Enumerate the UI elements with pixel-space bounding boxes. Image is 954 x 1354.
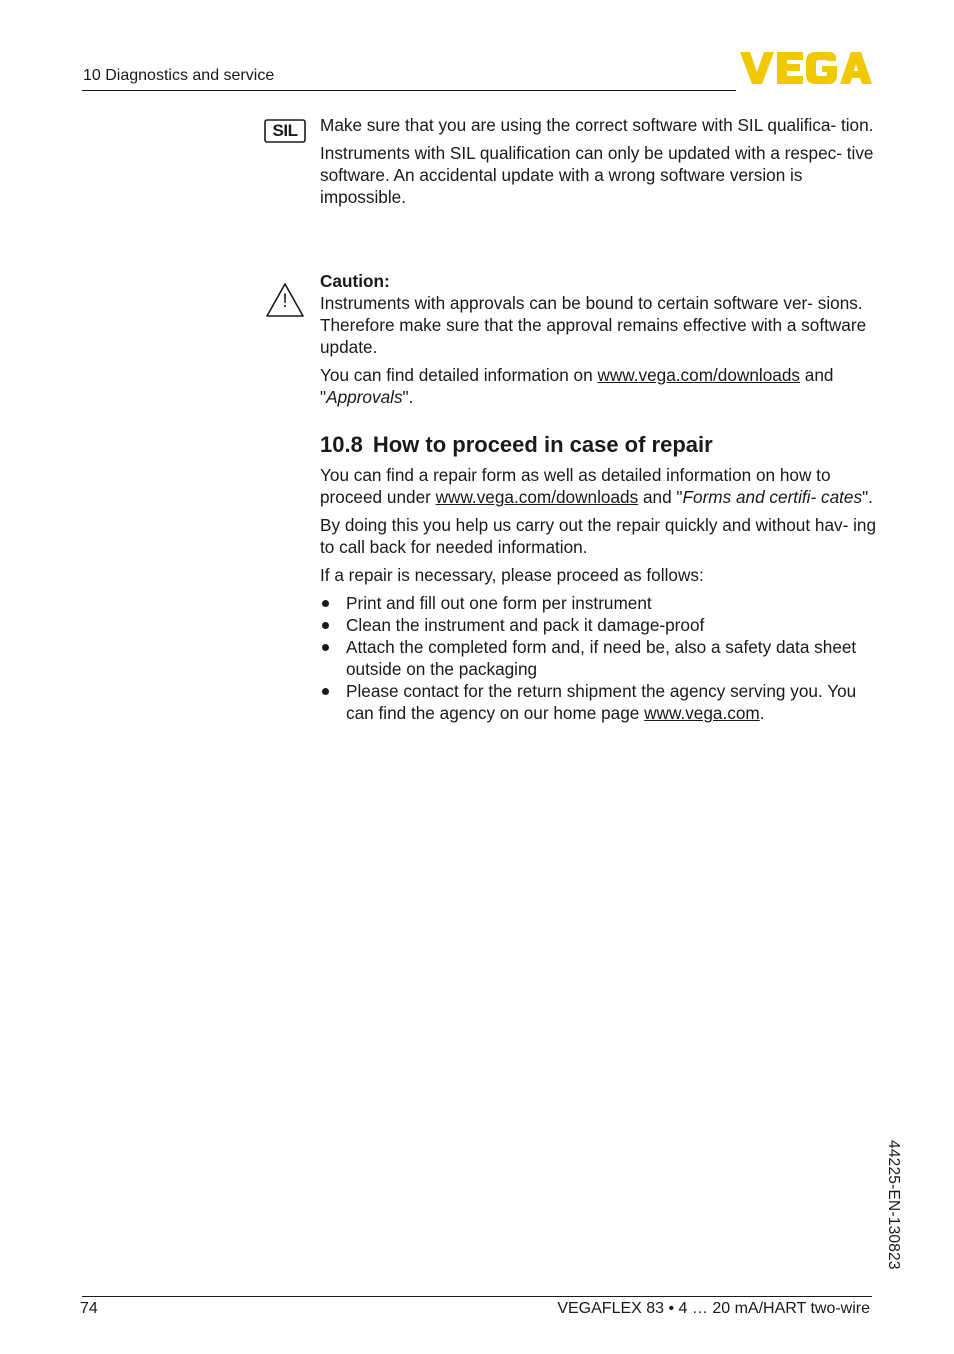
section-title: How to proceed in case of repair [372,432,713,457]
list-item: Attach the completed form and, if need be, also a safety data sheet outside on the packaging [320,636,880,680]
sil-notice [320,114,880,208]
sil-icon [264,119,306,143]
vega-homepage-link[interactable]: www.vega.com [644,703,760,723]
caution-paragraph-1: Instruments with approvals can be bound to certain software ver- sions. Therefore make sure that the approval remains effective with a software update. [320,293,867,357]
header-section-title: 10 Diagnostics and service [83,67,275,84]
caution-notice [320,270,880,408]
warning-exclamation-glyph: ! [282,291,288,312]
warning-triangle-icon [264,282,306,318]
downloads-link[interactable]: www.vega.com/downloads [597,365,800,385]
list-item: Clean the instrument and pack it damage-proof [320,614,880,636]
header-divider [82,90,736,91]
list-item: Print and fill out one form per instrument [320,592,880,614]
footer-divider [82,1296,872,1297]
document-code: 44225-EN-130823 [885,1140,902,1270]
downloads-link[interactable]: www.vega.com/downloads [435,487,639,507]
repair-section [320,430,880,724]
repair-steps-list [320,592,880,724]
repair-paragraph-1: You can find a repair form as well as detailed information on how to proceed under www.vega.com/downloads and "Forms and certifi- cates". [320,465,873,507]
list-item: Please contact for the return shipment the agency serving you. You can find the agency on our home page www.vega.com. [320,680,880,724]
sil-paragraph-1: Make sure that you are using the correct software with SIL qualifica- tion. [320,115,874,135]
caution-title: Caution: [320,271,390,291]
repair-paragraph-2: By doing this you help us carry out the repair quickly and without hav- ing to call back for needed information. [320,515,877,557]
repair-paragraph-3: If a repair is necessary, please proceed as follows: [320,565,704,585]
sil-paragraph-2: Instruments with SIL qualification can only be updated with a respec- tive software. An accidental update with a wrong software version is impossible. [320,143,874,207]
vega-logo [740,52,872,84]
page-number: 74 [80,1300,98,1317]
caution-paragraph-2: You can find detailed information on www.vega.com/downloads and "Approvals". [320,365,834,407]
sil-icon-label: SIL [272,121,298,140]
section-number: 10.8 [320,432,363,457]
section-heading [320,430,880,460]
footer-product-name: VEGAFLEX 83 • 4 … 20 mA/HART two-wire [557,1300,870,1317]
